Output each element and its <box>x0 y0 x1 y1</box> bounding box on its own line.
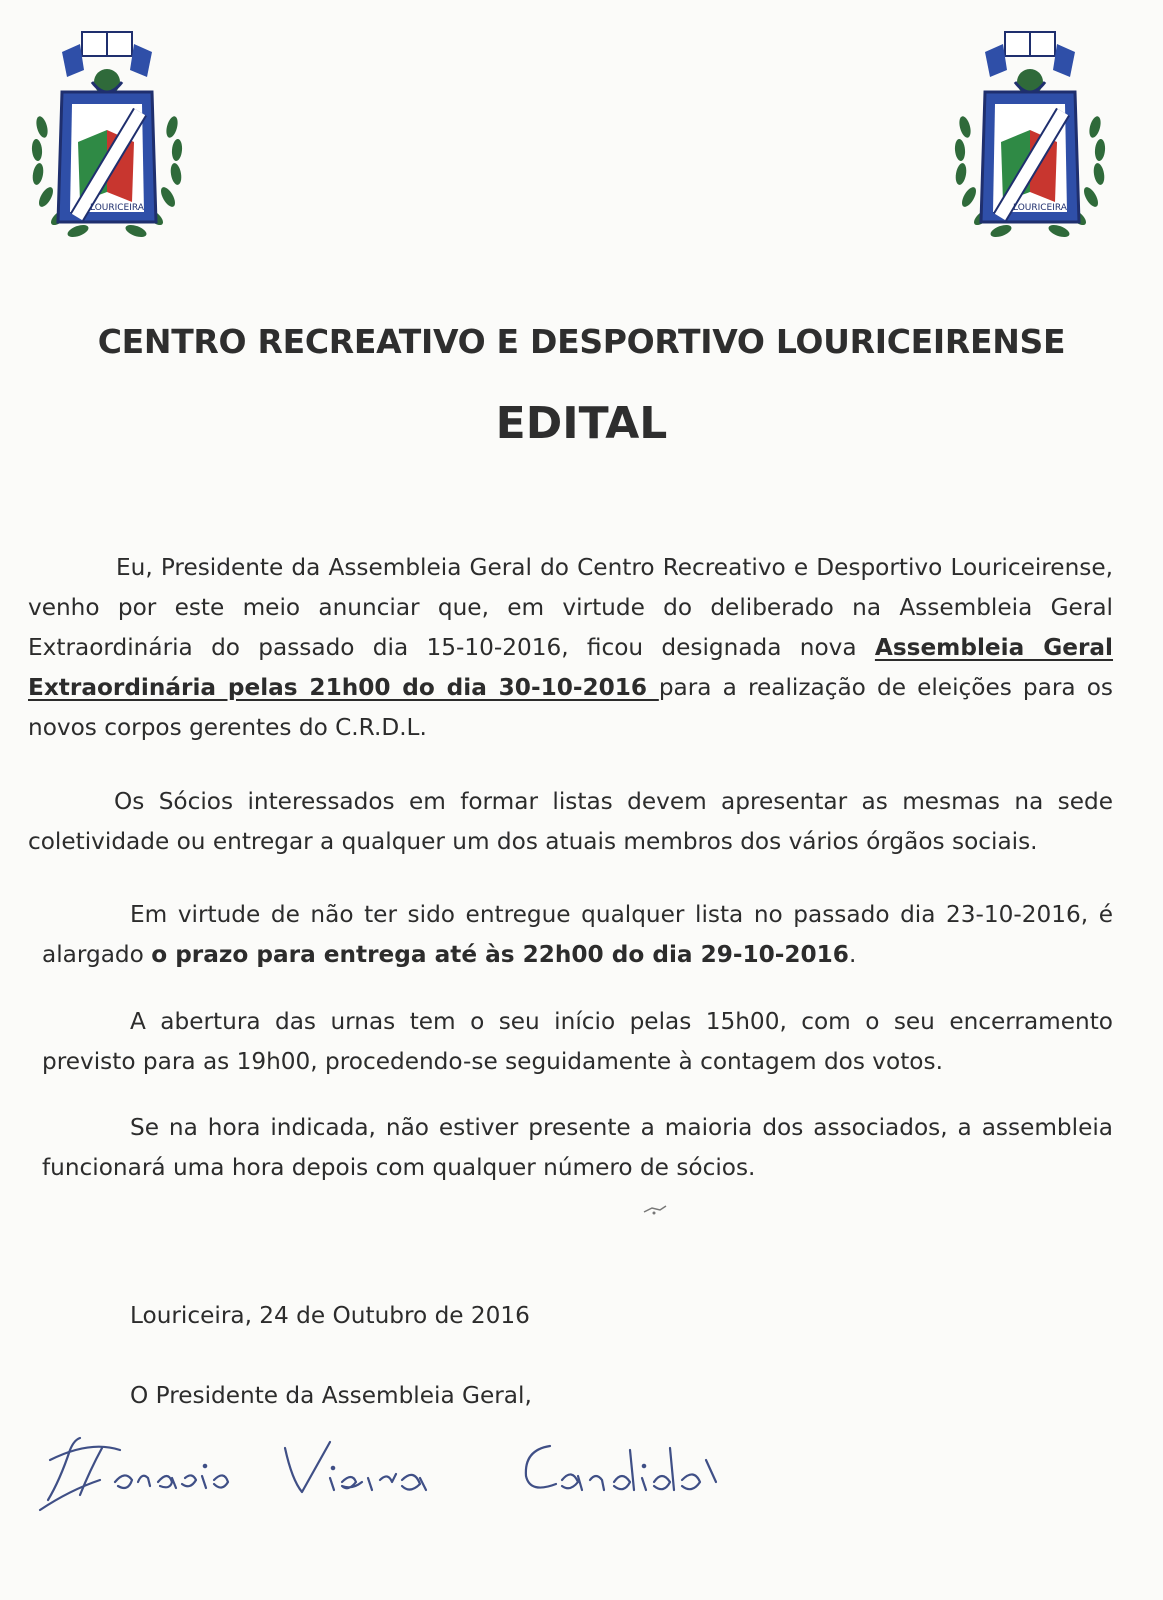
club-crest-left <box>22 22 192 252</box>
paragraph-voting-hours <box>42 1002 1113 1082</box>
paragraph-3-text: Em virtude de não ter sido entregue qualquer lista no passado dia 23-10-2016, é alargado <box>42 901 1113 968</box>
paragraph-5-text: Se na hora indicada, não estiver presente a maioria dos associados, a assembleia funcionará uma hora depois com qualquer número de sócios. <box>42 1114 1113 1181</box>
place-and-date: Louriceira, 24 de Outubro de 2016 <box>130 1302 530 1329</box>
scan-speck-icon <box>640 1200 670 1220</box>
signer-title: O Presidente da Assembleia Geral, <box>130 1382 532 1409</box>
paragraph-lists <box>28 782 1113 862</box>
deadline-highlight: o prazo para entrega até às 22h00 do dia 29-10-2016 <box>151 941 849 968</box>
paragraph-4-text: A abertura das urnas tem o seu início pelas 15h00, com o seu encerramento previsto para as 19h00, procedendo-se seguidamente à contagem dos votos. <box>42 1008 1113 1075</box>
paragraph-2-text: Os Sócios interessados em formar listas devem apresentar as mesmas na sede coletividade ou entregar a qualquer um dos atuais membros dos vários órgãos sociais. <box>28 788 1113 855</box>
assembly-date-highlight: Assembleia Geral Extraordinária pelas 21h00 do dia 30-10-2016 <box>28 634 1114 701</box>
paragraph-1-text: Eu, Presidente da Assembleia Geral do Centro Recreativo e Desportivo Louriceirense, venho por este meio anunciar que, em virtude do deliberado na Assembleia Geral Extraordinária do passado dia 15-10-2016, ficou designada nova <box>28 554 1113 661</box>
crest-text-right: LOURICEIRA <box>1013 203 1067 213</box>
crest-emblem-icon <box>945 22 1115 252</box>
handwritten-signature <box>30 1420 750 1530</box>
paragraph-3-text-end: . <box>848 941 857 968</box>
crest-emblem-icon <box>22 22 192 252</box>
crest-text-left: LOURICEIRA <box>90 203 144 213</box>
paragraph-1-text-end: para a realização de eleições para os novos corpos gerentes do C.R.D.L. <box>28 674 1113 741</box>
organization-title: CENTRO RECREATIVO E DESPORTIVO LOURICEIRENSE <box>97 322 1066 361</box>
paragraph-deadline <box>42 895 1113 975</box>
document-title: EDITAL <box>495 398 668 449</box>
club-crest-right <box>945 22 1115 252</box>
signature-icon <box>30 1420 750 1530</box>
paragraph-announcement <box>28 548 1113 748</box>
paragraph-quorum <box>42 1108 1113 1188</box>
